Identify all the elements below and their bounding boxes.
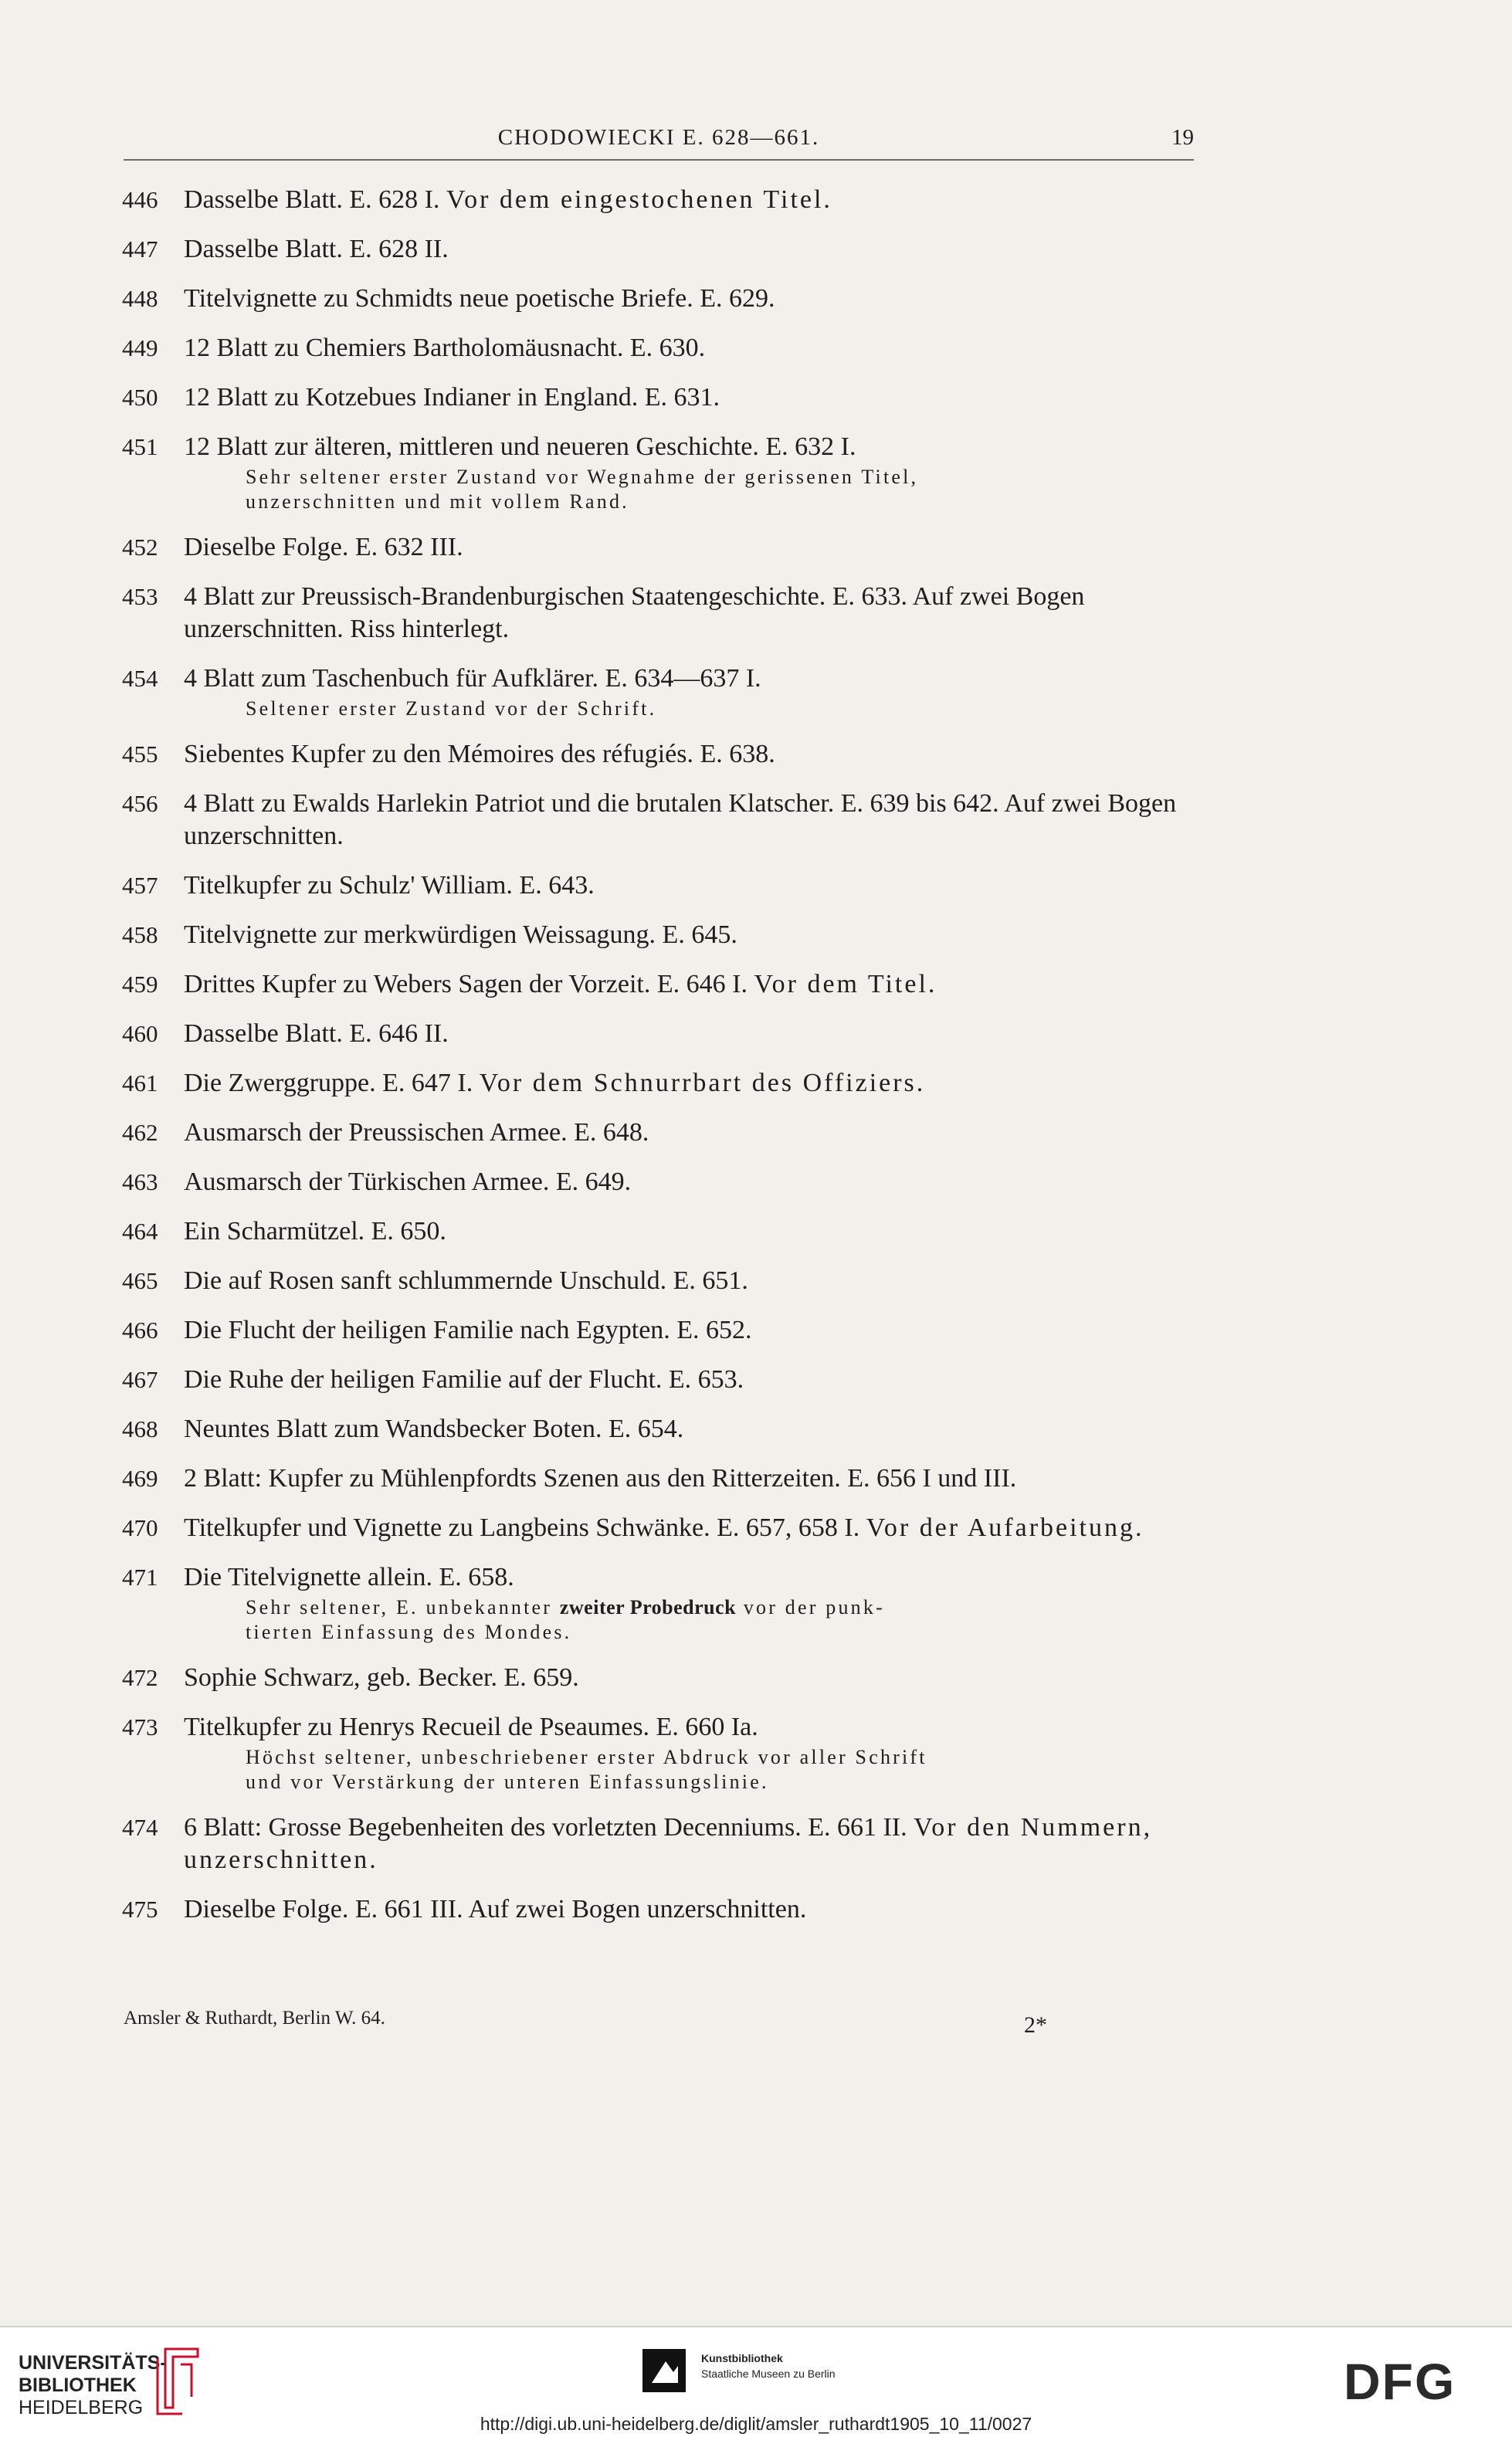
ub-heidelberg-logo[interactable]: [19, 2352, 167, 2419]
entry-text: [184, 581, 1195, 646]
catalog-entry: [122, 1265, 1195, 1297]
entry-note: [246, 1595, 1195, 1645]
permalink-url[interactable]: http://digi.ub.uni-heidelberg.de/diglit/amsler_ruthardt1905_10_11/0027: [480, 2414, 1032, 2434]
catalog-entry: [122, 1561, 1195, 1645]
entry-text: [184, 1166, 1195, 1198]
entry-title: 12 Blatt zu Kotzebues Indianer in England. E. 631.: [184, 383, 720, 412]
catalog-entry: [122, 919, 1195, 951]
catalog-entry: [122, 1067, 1195, 1100]
entry-note-text: Seltener erster Zustand vor der Schrift.: [246, 697, 657, 720]
entry-title: Sophie Schwarz, geb. Becker. E. 659.: [184, 1663, 579, 1692]
entry-text: [184, 233, 1195, 266]
entry-number: 473: [122, 1713, 158, 1740]
entry-number: 464: [122, 1218, 158, 1245]
entry-state-remark: Vor dem Titel.: [754, 970, 937, 998]
entry-number: 465: [122, 1267, 158, 1294]
entry-note-continuation: und vor Verstärkung der unteren Einfassungslinie.: [246, 1771, 769, 1793]
entry-title: 2 Blatt: Kupfer zu Mühlenpfordts Szenen aus den Ritterzeiten. E. 656 I und III.: [184, 1464, 1017, 1493]
catalog-entry: [122, 738, 1195, 771]
entry-text: [184, 1117, 1195, 1149]
entry-title: Dieselbe Folge. E. 632 III.: [184, 533, 463, 561]
entry-title: 4 Blatt zum Taschenbuch für Aufklärer. E. 634—637 I.: [184, 664, 761, 693]
entry-text: [184, 1314, 1195, 1347]
entry-text: [184, 283, 1195, 315]
entry-note-text-after: vor der punk-: [743, 1596, 885, 1618]
catalog-entry: [122, 1463, 1195, 1495]
entry-number: 466: [122, 1317, 158, 1344]
entry-text: [184, 332, 1195, 364]
entry-number: 463: [122, 1168, 158, 1195]
entry-title: Titelkupfer und Vignette zu Langbeins Schwänke. E. 657, 658 I.: [184, 1513, 860, 1542]
kb-line1: Kunstbibliothek: [701, 2352, 783, 2364]
entry-title: 4 Blatt zu Ewalds Harlekin Patriot und die brutalen Klatscher. E. 639 bis 642. Auf zwei Bogen unzerschnitten.: [184, 789, 1177, 850]
entry-note-text: Sehr seltener, E. unbekannter: [246, 1596, 553, 1618]
kunstbibliothek-logo-icon: [642, 2349, 686, 2392]
entry-note: [246, 465, 1195, 514]
entry-note-continuation: unzerschnitten und mit vollem Rand.: [246, 490, 629, 513]
catalog-entry: [122, 1215, 1195, 1248]
entry-number: 458: [122, 921, 158, 948]
catalog-entry: [122, 968, 1195, 1001]
entry-title: Titelkupfer zu Schulz' William. E. 643.: [184, 871, 595, 900]
catalog-entry: [122, 1512, 1195, 1544]
entry-title: Drittes Kupfer zu Webers Sagen der Vorzeit. E. 646 I.: [184, 970, 748, 998]
dfg-logo[interactable]: DFG: [1344, 2353, 1456, 2410]
entry-title: Die Titelvignette allein. E. 658.: [184, 1563, 514, 1591]
running-head-title: CHODOWIECKI E. 628—661.: [497, 125, 820, 150]
entry-title: 12 Blatt zur älteren, mittleren und neueren Geschichte. E. 632 I.: [184, 432, 856, 461]
entry-number: 447: [122, 236, 158, 263]
catalog-entry: [122, 531, 1195, 564]
entry-note-text: Sehr seltener erster Zustand vor Wegnahme der gerissenen Titel,: [246, 466, 919, 488]
entry-title: 4 Blatt zur Preussisch-Brandenburgischen Staatengeschichte. E. 633. Auf zwei Bogen unzerschnitten. Riss hinterlegt.: [184, 582, 1085, 643]
entry-text: [184, 968, 1195, 1001]
entry-text: [184, 663, 1195, 695]
catalog-entry: [122, 431, 1195, 514]
entry-number: 467: [122, 1366, 158, 1393]
printer-imprint: Amsler & Ruthardt, Berlin W. 64.: [124, 2008, 385, 2029]
entry-text: [184, 1812, 1195, 1876]
entry-title: Dieselbe Folge. E. 661 III. Auf zwei Bogen unzerschnitten.: [184, 1895, 807, 1924]
catalog-entry: [122, 581, 1195, 646]
entry-text: [184, 1215, 1195, 1248]
entry-number: 460: [122, 1020, 158, 1047]
catalog-entry: [122, 1166, 1195, 1198]
entry-title: Ausmarsch der Türkischen Armee. E. 649.: [184, 1168, 632, 1196]
entry-note-emphasis: zweiter Probedruck: [559, 1596, 737, 1618]
entry-text: [184, 919, 1195, 951]
entry-number: 446: [122, 186, 158, 213]
entry-number: 475: [122, 1896, 158, 1923]
entry-text: [184, 431, 1195, 463]
entry-text: [184, 1561, 1195, 1594]
entry-number: 449: [122, 334, 158, 361]
entry-text: [184, 1018, 1195, 1050]
entry-number: 457: [122, 872, 158, 899]
entry-number: 474: [122, 1814, 158, 1841]
ub-logo-line2: BIBLIOTHEK: [19, 2374, 137, 2396]
entry-title: Dasselbe Blatt. E. 646 II.: [184, 1019, 449, 1048]
entry-number: 470: [122, 1514, 158, 1541]
entry-number: 452: [122, 534, 158, 561]
entry-title: Titelkupfer zu Henrys Recueil de Pseaumes. E. 660 Ia.: [184, 1713, 758, 1741]
catalog-entry: [122, 869, 1195, 902]
entry-note: [246, 1745, 1195, 1795]
kb-line2: Staatliche Museen zu Berlin: [701, 2368, 836, 2380]
catalog-entry: [122, 1018, 1195, 1050]
entry-note-continuation: tierten Einfassung des Mondes.: [246, 1621, 572, 1643]
catalog-entry: [122, 233, 1195, 266]
entry-text: [184, 184, 1195, 216]
entry-state-remark: Vor dem Schnurrbart des Offiziers.: [479, 1069, 926, 1097]
running-head: [124, 122, 1194, 161]
page-number: 19: [1171, 125, 1194, 150]
entry-number: 469: [122, 1465, 158, 1492]
sheet-signature: 2*: [1024, 2012, 1047, 2038]
entry-title: Neuntes Blatt zum Wandsbecker Boten. E. 654.: [184, 1415, 684, 1443]
library-footer-bar: [0, 2326, 1512, 2437]
catalog-entries: [122, 184, 1195, 1943]
entry-title: Dasselbe Blatt. E. 628 I.: [184, 185, 440, 214]
entry-text: [184, 1662, 1195, 1694]
entry-text: [184, 1364, 1195, 1396]
entry-title: Die Flucht der heiligen Familie nach Egypten. E. 652.: [184, 1316, 752, 1344]
entry-number: 454: [122, 665, 158, 692]
entry-title: Titelvignette zur merkwürdigen Weissagung. E. 645.: [184, 920, 737, 949]
entry-number: 459: [122, 971, 158, 998]
entry-title: Titelvignette zu Schmidts neue poetische Briefe. E. 629.: [184, 284, 775, 313]
catalog-entry: [122, 283, 1195, 315]
entry-text: [184, 1711, 1195, 1744]
entry-number: 468: [122, 1415, 158, 1442]
entry-state-remark: Vor dem eingestochenen Titel.: [446, 185, 832, 214]
kunstbibliothek-label: [701, 2351, 836, 2381]
entry-text: [184, 738, 1195, 771]
entry-state-remark: Vor der Aufarbeitung.: [866, 1513, 1144, 1542]
catalog-entry: [122, 1117, 1195, 1149]
entry-text: [184, 869, 1195, 902]
catalog-entry: [122, 184, 1195, 216]
entry-text: [184, 381, 1195, 414]
entry-note-text: Höchst seltener, unbeschriebener erster Abdruck vor aller Schrift: [246, 1746, 927, 1768]
entry-text: [184, 1893, 1195, 1926]
entry-number: 456: [122, 790, 158, 817]
entry-title: Ausmarsch der Preussischen Armee. E. 648.: [184, 1118, 649, 1147]
entry-number: 451: [122, 433, 158, 460]
ub-logo-line1: UNIVERSITÄTS-: [19, 2352, 167, 2374]
entry-text: [184, 1512, 1195, 1544]
entry-text: [184, 1265, 1195, 1297]
ub-bracket-mark-icon: [151, 2343, 207, 2417]
entry-title: Siebentes Kupfer zu den Mémoires des réfugiés. E. 638.: [184, 740, 775, 768]
catalog-entry: [122, 1413, 1195, 1446]
entry-number: 471: [122, 1564, 158, 1591]
entry-text: [184, 1067, 1195, 1100]
entry-title: Die auf Rosen sanft schlummernde Unschuld. E. 651.: [184, 1266, 748, 1295]
entry-number: 462: [122, 1119, 158, 1146]
entry-title: 12 Blatt zu Chemiers Bartholomäusnacht. E. 630.: [184, 334, 706, 362]
catalog-entry: [122, 1711, 1195, 1795]
catalog-entry: [122, 1812, 1195, 1876]
entry-title: Die Zwerggruppe. E. 647 I.: [184, 1069, 473, 1097]
entry-title: Dasselbe Blatt. E. 628 II.: [184, 235, 449, 263]
entry-number: 472: [122, 1664, 158, 1691]
entry-text: [184, 531, 1195, 564]
entry-title: 6 Blatt: Grosse Begebenheiten des vorletzten Decenniums. E. 661 II.: [184, 1813, 907, 1842]
entry-number: 450: [122, 384, 158, 411]
entry-title: Ein Scharmützel. E. 650.: [184, 1217, 446, 1246]
catalog-entry: [122, 788, 1195, 852]
entry-title: Die Ruhe der heiligen Familie auf der Flucht. E. 653.: [184, 1365, 744, 1394]
entry-number: 461: [122, 1069, 158, 1096]
entry-note: [246, 697, 1195, 721]
entry-text: [184, 788, 1195, 852]
entry-text: [184, 1413, 1195, 1446]
catalog-entry: [122, 1314, 1195, 1347]
entry-state-remark: Vor den Nummern, unzerschnitten.: [184, 1813, 1153, 1874]
catalog-entry: [122, 332, 1195, 364]
entry-number: 448: [122, 285, 158, 312]
catalog-entry: [122, 1893, 1195, 1926]
ub-logo-line3: HEIDELBERG: [19, 2397, 144, 2418]
entry-number: 455: [122, 741, 158, 768]
catalog-entry: [122, 663, 1195, 721]
catalog-entry: [122, 1364, 1195, 1396]
entry-text: [184, 1463, 1195, 1495]
entry-number: 453: [122, 583, 158, 610]
catalog-entry: [122, 1662, 1195, 1694]
catalog-entry: [122, 381, 1195, 414]
